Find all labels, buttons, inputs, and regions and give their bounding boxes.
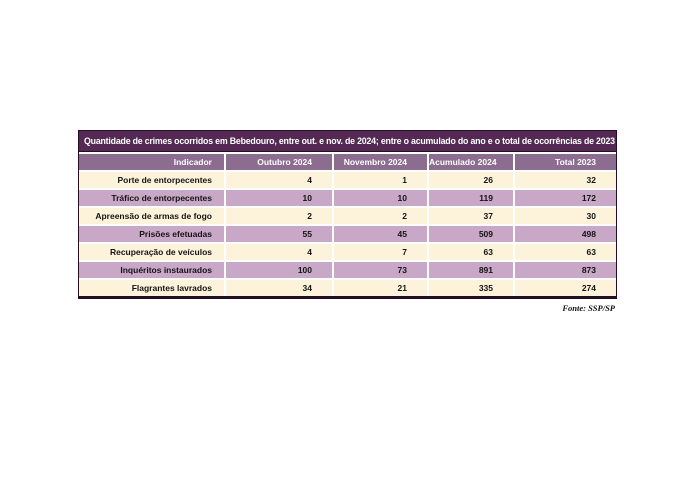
table-title: Quantidade de crimes ocorridos em Bebedouro, entre out. e nov. de 2024; entre o acumulado do ano e o total de ocorrências de 2023 — [79, 131, 616, 152]
header-cell-total-2023: Total 2023 — [515, 154, 616, 170]
header-cell-outubro-2024: Outubro 2024 — [226, 154, 332, 170]
crime-table — [78, 130, 617, 299]
value-cell: 4 — [226, 244, 332, 260]
indicator-cell: Porte de entorpecentes — [79, 172, 224, 188]
value-cell: 2 — [226, 208, 332, 224]
value-cell: 335 — [429, 280, 513, 296]
header-cell-novembro-2024: Novembro 2024 — [334, 154, 427, 170]
value-cell: 34 — [226, 280, 332, 296]
value-cell: 63 — [429, 244, 513, 260]
value-cell: 873 — [515, 262, 616, 278]
value-cell: 100 — [226, 262, 332, 278]
header-cell-acumulado-2024: Acumulado 2024 — [429, 154, 513, 170]
header-cell-indicador: Indicador — [79, 154, 224, 170]
value-cell: 498 — [515, 226, 616, 242]
source-note: Fonte: SSP/SP — [562, 303, 615, 313]
value-cell: 7 — [334, 244, 427, 260]
value-cell: 21 — [334, 280, 427, 296]
indicator-cell: Recuperação de veículos — [79, 244, 224, 260]
value-cell: 509 — [429, 226, 513, 242]
value-cell: 55 — [226, 226, 332, 242]
indicator-cell: Inquéritos instaurados — [79, 262, 224, 278]
value-cell: 119 — [429, 190, 513, 206]
value-cell: 274 — [515, 280, 616, 296]
value-cell: 2 — [334, 208, 427, 224]
value-cell: 10 — [334, 190, 427, 206]
indicator-cell: Apreensão de armas de fogo — [79, 208, 224, 224]
value-cell: 45 — [334, 226, 427, 242]
crime-table-grid — [79, 154, 616, 296]
value-cell: 32 — [515, 172, 616, 188]
indicator-cell: Flagrantes lavrados — [79, 280, 224, 296]
value-cell: 63 — [515, 244, 616, 260]
value-cell: 10 — [226, 190, 332, 206]
value-cell: 26 — [429, 172, 513, 188]
value-cell: 891 — [429, 262, 513, 278]
value-cell: 37 — [429, 208, 513, 224]
value-cell: 4 — [226, 172, 332, 188]
value-cell: 30 — [515, 208, 616, 224]
indicator-cell: Tráfico de entorpecentes — [79, 190, 224, 206]
value-cell: 73 — [334, 262, 427, 278]
value-cell: 1 — [334, 172, 427, 188]
indicator-cell: Prisões efetuadas — [79, 226, 224, 242]
value-cell: 172 — [515, 190, 616, 206]
